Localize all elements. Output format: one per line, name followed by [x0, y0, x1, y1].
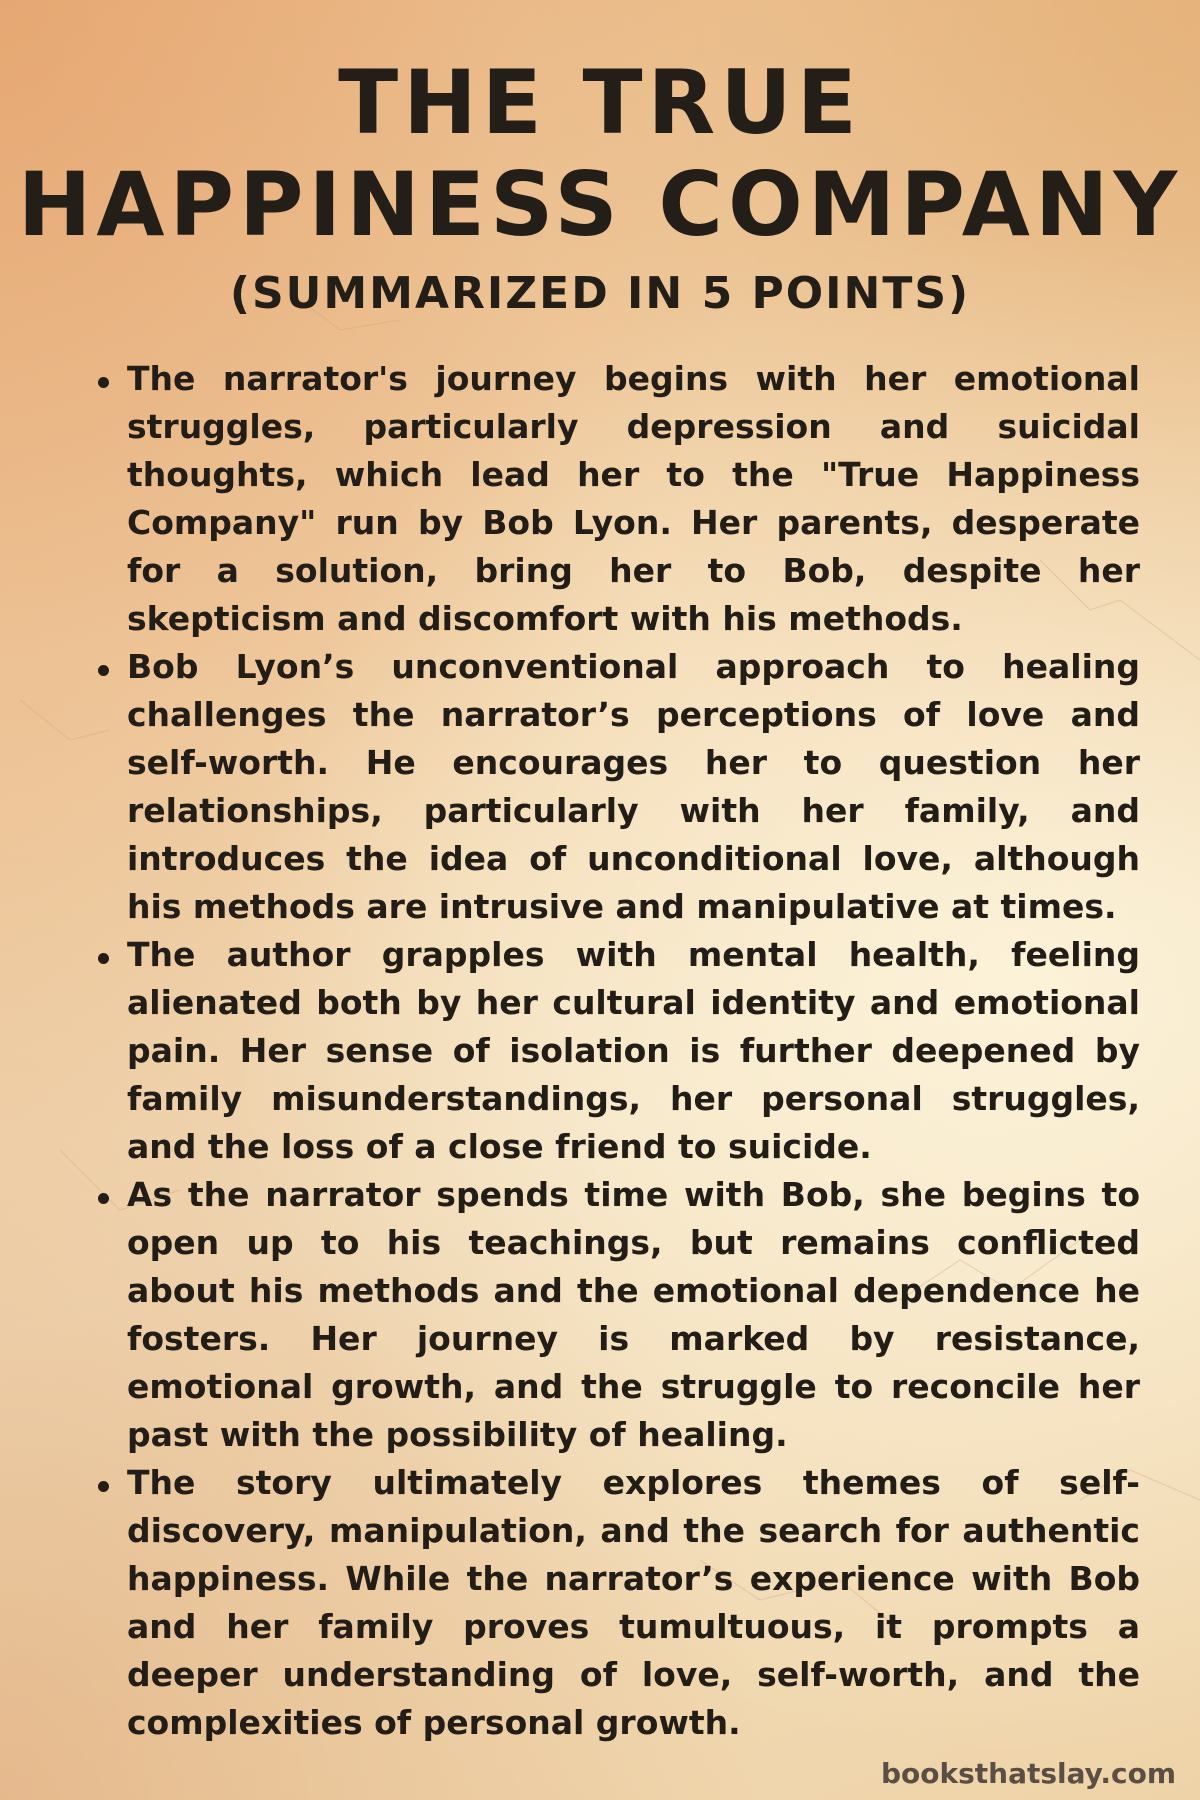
bullet-icon	[98, 377, 109, 388]
summary-point-2	[95, 643, 1140, 931]
summary-point-text: Bob Lyon’s unconventional approach to healing challenges the narrator’s perceptions of love and self-worth. He encourages her to question her relationships, particularly with her family, and introduces the idea of unconditional love, although his methods are intrusive and manipulative at times.	[127, 647, 1140, 926]
summary-point-1	[95, 355, 1140, 643]
summary-point-3	[95, 931, 1140, 1171]
summary-point-5	[95, 1459, 1140, 1747]
summary-point-text: The narrator's journey begins with her emotional struggles, particularly depression and suicidal thoughts, which lead her to the "True Happiness Company" run by Bob Lyon. Her parents, desperate for a solution, bring her to Bob, despite her skepticism and discomfort with his methods.	[127, 359, 1140, 638]
bullet-icon	[98, 1193, 109, 1204]
title-line-2: HAPPINESS COMPANY	[17, 153, 1183, 256]
bullet-icon	[98, 1481, 109, 1492]
website-watermark: booksthatslay.com	[880, 1757, 1176, 1790]
summary-points-list	[95, 355, 1140, 1747]
header	[0, 52, 1200, 324]
summary-point-4	[95, 1171, 1140, 1459]
summary-point-text: The author grapples with mental health, feeling alienated both by her cultural identity and emotional pain. Her sense of isolation is further deepened by family misunderstandings, her personal struggles, and the loss of a close friend to suicide.	[127, 935, 1140, 1166]
bullet-icon	[98, 953, 109, 964]
title-line-1: THE TRUE	[338, 51, 862, 154]
summary-point-text: As the narrator spends time with Bob, she begins to open up to his teachings, but remains conflicted about his methods and the emotional dependence he fosters. Her journey is marked by resistance, emotional growth, and the struggle to reconcile her past with the possibility of healing.	[127, 1175, 1140, 1454]
summary-point-text: The story ultimately explores themes of self-discovery, manipulation, and the search for authentic happiness. While the narrator’s experience with Bob and her family proves tumultuous, it prompts a deeper understanding of love, self-worth, and the complexities of personal growth.	[127, 1463, 1140, 1742]
subtitle: (SUMMARIZED IN 5 POINTS)	[229, 268, 971, 319]
bullet-icon	[98, 665, 109, 676]
